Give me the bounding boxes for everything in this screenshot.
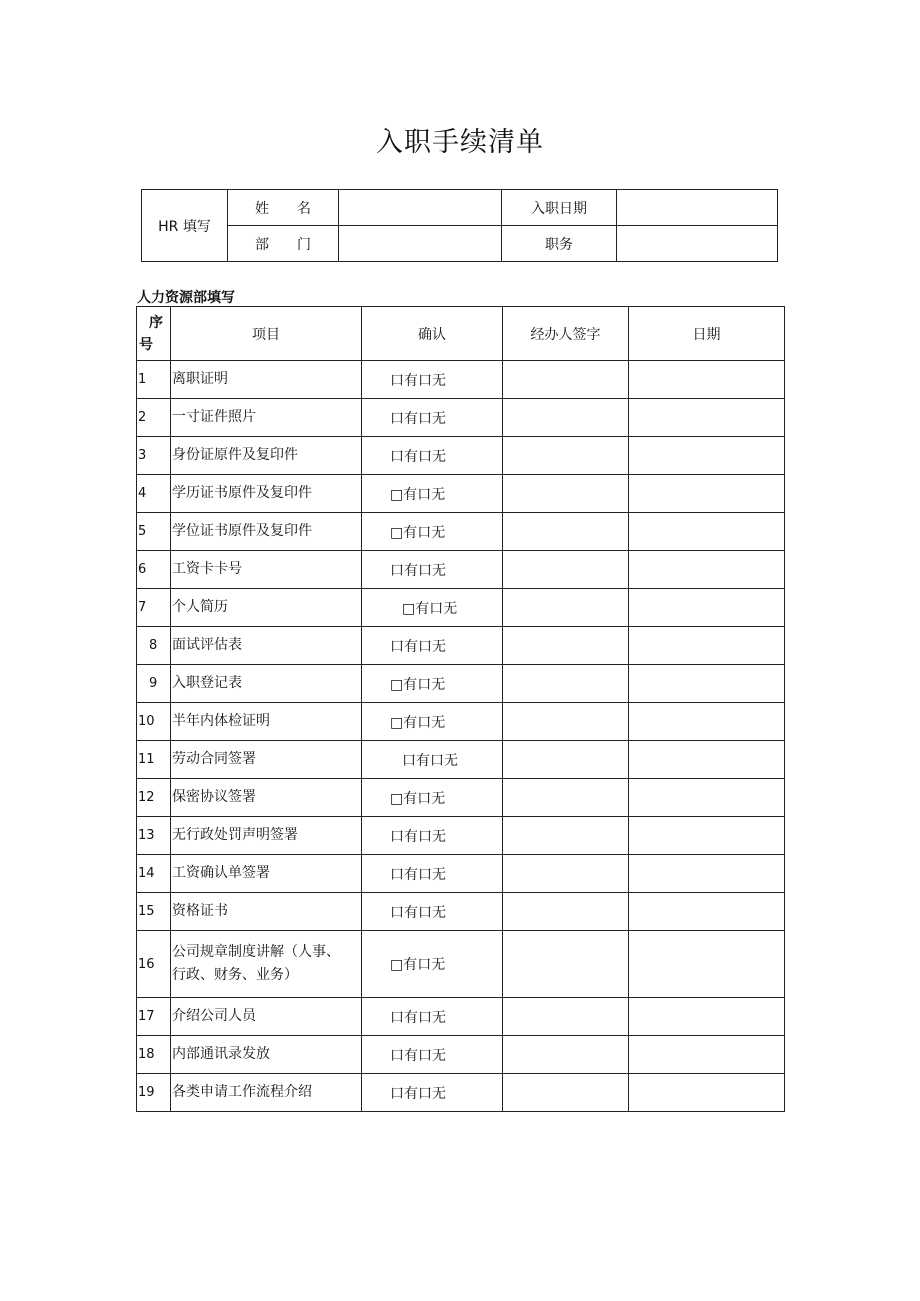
- table-row: [137, 361, 785, 399]
- row-seq: 5: [137, 513, 171, 551]
- row-seq: 7: [137, 589, 171, 627]
- row-date[interactable]: [629, 361, 785, 399]
- table-row: [137, 741, 785, 779]
- row-seq: 6: [137, 551, 171, 589]
- row-seq: 3: [137, 437, 171, 475]
- row-handler-signature[interactable]: [503, 399, 629, 437]
- row-seq: 15: [137, 893, 171, 931]
- row-handler-signature[interactable]: [503, 475, 629, 513]
- row-handler-signature[interactable]: [503, 741, 629, 779]
- row-handler-signature[interactable]: [503, 931, 629, 998]
- row-seq: 8: [137, 627, 171, 665]
- row-confirm-options[interactable]: 口有口无: [362, 627, 503, 665]
- name-field[interactable]: [339, 190, 502, 226]
- date-header: 日期: [629, 307, 785, 361]
- row-confirm-options[interactable]: □有口无: [362, 665, 503, 703]
- row-seq: 16: [137, 931, 171, 998]
- row-seq: 2: [137, 399, 171, 437]
- hr-info-table: [141, 189, 778, 262]
- row-item: 介绍公司人员: [171, 998, 362, 1036]
- table-row: [137, 437, 785, 475]
- row-item: 半年内体检证明: [171, 703, 362, 741]
- section-label: 人力资源部填写: [137, 290, 235, 306]
- row-handler-signature[interactable]: [503, 817, 629, 855]
- row-date[interactable]: [629, 627, 785, 665]
- row-item: 离职证明: [171, 361, 362, 399]
- row-date[interactable]: [629, 437, 785, 475]
- row-handler-signature[interactable]: [503, 589, 629, 627]
- row-date[interactable]: [629, 399, 785, 437]
- table-row: [137, 627, 785, 665]
- row-handler-signature[interactable]: [503, 703, 629, 741]
- row-confirm-options[interactable]: 口有口无: [362, 855, 503, 893]
- page-title: 入职手续清单: [376, 127, 544, 158]
- table-row: [137, 513, 785, 551]
- row-date[interactable]: [629, 665, 785, 703]
- table-header-row: [137, 307, 785, 361]
- row-item: 学历证书原件及复印件: [171, 475, 362, 513]
- row-confirm-options[interactable]: 口有口无: [362, 893, 503, 931]
- row-date[interactable]: [629, 703, 785, 741]
- row-confirm-options[interactable]: □有口无: [362, 475, 503, 513]
- table-row: [137, 855, 785, 893]
- department-label: 部 门: [228, 226, 339, 262]
- row-date[interactable]: [629, 855, 785, 893]
- onboarding-checklist-table: [136, 306, 785, 1112]
- row-handler-signature[interactable]: [503, 437, 629, 475]
- row-confirm-options[interactable]: □有口无: [362, 931, 503, 998]
- row-confirm-options[interactable]: 口有口无: [362, 437, 503, 475]
- row-confirm-options[interactable]: 口有口无: [362, 1036, 503, 1074]
- row-item: 身份证原件及复印件: [171, 437, 362, 475]
- row-item: [171, 931, 362, 998]
- row-confirm-options[interactable]: □有口无: [362, 513, 503, 551]
- row-handler-signature[interactable]: [503, 1036, 629, 1074]
- row-confirm-options[interactable]: □有口无: [362, 703, 503, 741]
- table-row: [137, 665, 785, 703]
- row-handler-signature[interactable]: [503, 779, 629, 817]
- row-item-line: 公司规章制度讲解（人事、: [172, 944, 340, 960]
- item-header: 项目: [171, 307, 362, 361]
- row-date[interactable]: [629, 513, 785, 551]
- table-row: [137, 931, 785, 998]
- row-confirm-options[interactable]: 口有口无: [362, 998, 503, 1036]
- row-item: 资格证书: [171, 893, 362, 931]
- row-seq: 17: [137, 998, 171, 1036]
- row-date[interactable]: [629, 475, 785, 513]
- row-handler-signature[interactable]: [503, 855, 629, 893]
- row-item: 内部通讯录发放: [171, 1036, 362, 1074]
- handler-signature-header: 经办人签字: [503, 307, 629, 361]
- row-item: 学位证书原件及复印件: [171, 513, 362, 551]
- row-date[interactable]: [629, 779, 785, 817]
- row-date[interactable]: [629, 817, 785, 855]
- row-confirm-options[interactable]: 口有口无: [362, 741, 503, 779]
- row-date[interactable]: [629, 551, 785, 589]
- row-seq: 4: [137, 475, 171, 513]
- entry-date-field[interactable]: [617, 190, 778, 226]
- row-seq: 12: [137, 779, 171, 817]
- row-confirm-options[interactable]: 口有口无: [362, 399, 503, 437]
- row-seq: 18: [137, 1036, 171, 1074]
- row-confirm-options[interactable]: □有口无: [362, 779, 503, 817]
- table-row: [137, 998, 785, 1036]
- row-seq: 19: [137, 1074, 171, 1112]
- row-item-line: 行政、财务、业务）: [172, 967, 298, 983]
- entry-date-label: 入职日期: [502, 190, 617, 226]
- row-date[interactable]: [629, 1036, 785, 1074]
- row-item: 个人简历: [171, 589, 362, 627]
- row-handler-signature[interactable]: [503, 1074, 629, 1112]
- position-field[interactable]: [617, 226, 778, 262]
- row-item: 面试评估表: [171, 627, 362, 665]
- row-date[interactable]: [629, 931, 785, 998]
- table-row: [137, 475, 785, 513]
- confirm-header: 确认: [362, 307, 503, 361]
- row-handler-signature[interactable]: [503, 665, 629, 703]
- row-seq: 9: [137, 665, 171, 703]
- row-seq: 1: [137, 361, 171, 399]
- row-handler-signature[interactable]: [503, 627, 629, 665]
- row-handler-signature[interactable]: [503, 893, 629, 931]
- row-date[interactable]: [629, 1074, 785, 1112]
- position-label: 职务: [502, 226, 617, 262]
- table-row: [137, 1074, 785, 1112]
- row-handler-signature[interactable]: [503, 998, 629, 1036]
- row-item: 工资卡卡号: [171, 551, 362, 589]
- row-handler-signature[interactable]: [503, 361, 629, 399]
- row-item: 一寸证件照片: [171, 399, 362, 437]
- row-item: 入职登记表: [171, 665, 362, 703]
- table-row: [137, 703, 785, 741]
- table-row: [137, 399, 785, 437]
- table-row: [137, 779, 785, 817]
- row-item: 劳动合同签署: [171, 741, 362, 779]
- row-seq: 14: [137, 855, 171, 893]
- row-confirm-options[interactable]: □有口无: [362, 589, 503, 627]
- department-field[interactable]: [339, 226, 502, 262]
- row-confirm-options[interactable]: 口有口无: [362, 551, 503, 589]
- name-label: 姓 名: [228, 190, 339, 226]
- row-seq: 13: [137, 817, 171, 855]
- row-item: 工资确认单签署: [171, 855, 362, 893]
- row-item: 各类申请工作流程介绍: [171, 1074, 362, 1112]
- row-date[interactable]: [629, 589, 785, 627]
- row-seq: 10: [137, 703, 171, 741]
- table-row: [137, 589, 785, 627]
- row-confirm-options[interactable]: 口有口无: [362, 817, 503, 855]
- row-seq: 11: [137, 741, 171, 779]
- row-handler-signature[interactable]: [503, 551, 629, 589]
- row-confirm-options[interactable]: 口有口无: [362, 361, 503, 399]
- table-row: [137, 893, 785, 931]
- table-row: [137, 551, 785, 589]
- hr-fill-label: HR 填写: [142, 190, 228, 262]
- table-row: [137, 1036, 785, 1074]
- row-confirm-options[interactable]: 口有口无: [362, 1074, 503, 1112]
- seq-header: 序 号: [137, 307, 171, 361]
- row-handler-signature[interactable]: [503, 513, 629, 551]
- row-item: 无行政处罚声明签署: [171, 817, 362, 855]
- row-date[interactable]: [629, 998, 785, 1036]
- row-date[interactable]: [629, 741, 785, 779]
- row-item: 保密协议签署: [171, 779, 362, 817]
- table-row: [137, 817, 785, 855]
- row-date[interactable]: [629, 893, 785, 931]
